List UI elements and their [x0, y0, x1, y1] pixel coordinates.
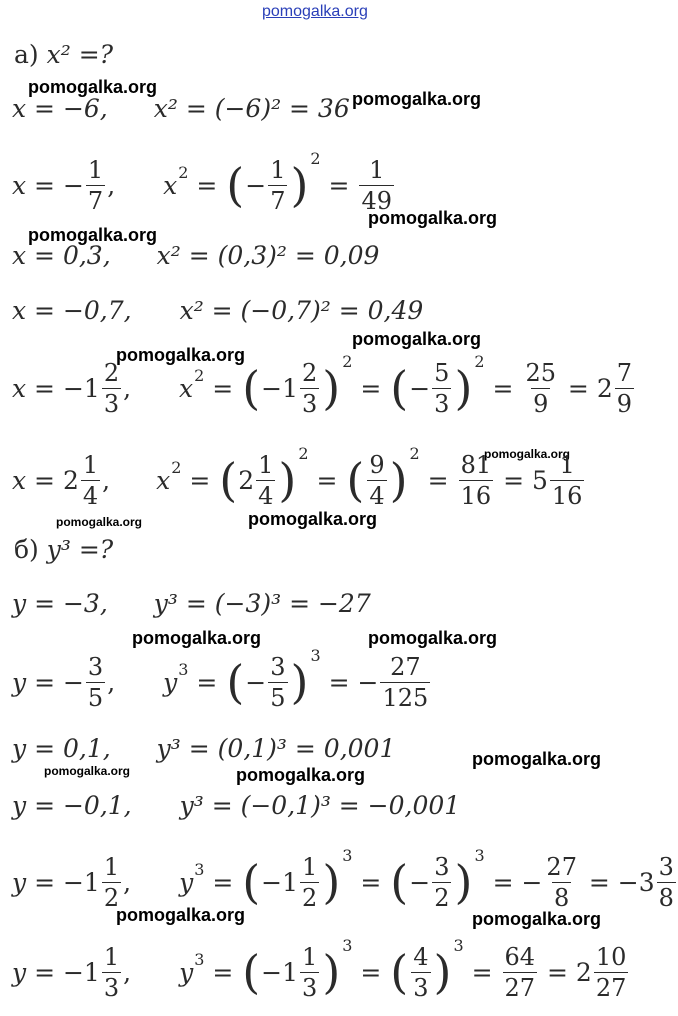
watermark: pomogalka.org — [472, 749, 602, 769]
watermark: pomogalka.org — [236, 765, 366, 785]
row-lhs: y = 0,1, — [12, 733, 111, 763]
part-b-row-4 — [12, 775, 460, 835]
part-b-row-6: y = −1 $\frac{1}{3}$ , y 3 = ( −1 $\frac{1}{3}$ ) 3 = ( $\frac{4}{3}$ ) 3 = $\frac{64}{27}$ = 2 $\frac{10}{27}$ — [12, 936, 627, 1002]
part-a-row-6: x = 2 $\frac{1}{4}$ , x 2 = ( 2 $\frac{1}{4}$ ) 2 = ( $\frac{9}{4}$ ) 2 = $\frac{81}{16}$ = 5 $\frac{1}{16}$ — [12, 444, 583, 510]
part-b-heading: б) y³ =? — [14, 535, 114, 564]
part-a-row-2: x = − $\frac{1}{7}$ , x 2 = ( − $\frac{1}{7}$ ) 2 = $\frac{1}{49}$ — [12, 149, 392, 215]
row-lhs: x = −6, — [12, 93, 108, 123]
watermark: pomogalka.org — [132, 628, 262, 648]
watermark: pomogalka.org — [352, 89, 482, 109]
part-a-heading: а) x² =? — [14, 40, 114, 69]
watermark: pomogalka.org — [56, 515, 143, 529]
watermark: pomogalka.org — [44, 764, 131, 778]
watermark: pomogalka.org — [352, 329, 482, 349]
part-b-row-2: y = − $\frac{3}{5}$ , y 3 = ( − $\frac{3}{5}$ ) 3 = − $\frac{27}{125}$ — [12, 646, 429, 712]
row-lhs: y = −0,1, — [12, 790, 132, 820]
watermark: pomogalka.org — [368, 208, 498, 228]
part-a-row-4 — [12, 280, 423, 340]
part-a-row-1 — [12, 78, 350, 138]
row-rhs: y³ = (0,1)³ = 0,001 — [156, 733, 396, 763]
row-lhs: x = 0,3, — [12, 240, 111, 270]
row-lhs: x = −0,7, — [12, 295, 132, 325]
row-rhs: y³ = (−0,1)³ = −0,001 — [179, 790, 461, 820]
watermark: pomogalka.org — [28, 225, 158, 245]
row-rhs: y³ = (−3)³ = −27 — [153, 588, 371, 618]
watermark: pomogalka.org — [116, 345, 246, 365]
watermark: pomogalka.org — [116, 905, 246, 925]
watermark: pomogalka.org — [472, 909, 602, 929]
part-b-row-5: y = −1 $\frac{1}{2}$ , y 3 = ( −1 $\frac{1}{2}$ ) 3 = ( − $\frac{3}{2}$ ) 3 = − $\frac{27}{8}$ = −3 $\frac{3}{8}$ — [12, 846, 674, 912]
row-rhs: x² = (−0,7)² = 0,49 — [179, 295, 424, 325]
part-b-row-1 — [12, 573, 371, 633]
part-a-row-5: x = −1 $\frac{2}{3}$ , x 2 = ( −1 $\frac{2}{3}$ ) 2 = ( − $\frac{5}{3}$ ) 2 = $\frac{25}{9}$ = 2 $\frac{7}{9}$ — [12, 352, 633, 418]
row-rhs: x² = (0,3)² = 0,09 — [156, 240, 380, 270]
watermark: pomogalka.org — [248, 509, 378, 529]
row-lhs: y = −3, — [12, 588, 108, 618]
watermark: pomogalka.org — [28, 77, 158, 97]
watermark: pomogalka.org — [368, 628, 498, 648]
row-rhs: x² = (−6)² = 36 — [153, 93, 350, 123]
part-a-row-3 — [12, 225, 379, 285]
part-b-row-3 — [12, 718, 395, 778]
watermark: pomogalka.org — [484, 447, 571, 461]
header-watermark[interactable]: pomogalka.org — [262, 3, 368, 20]
